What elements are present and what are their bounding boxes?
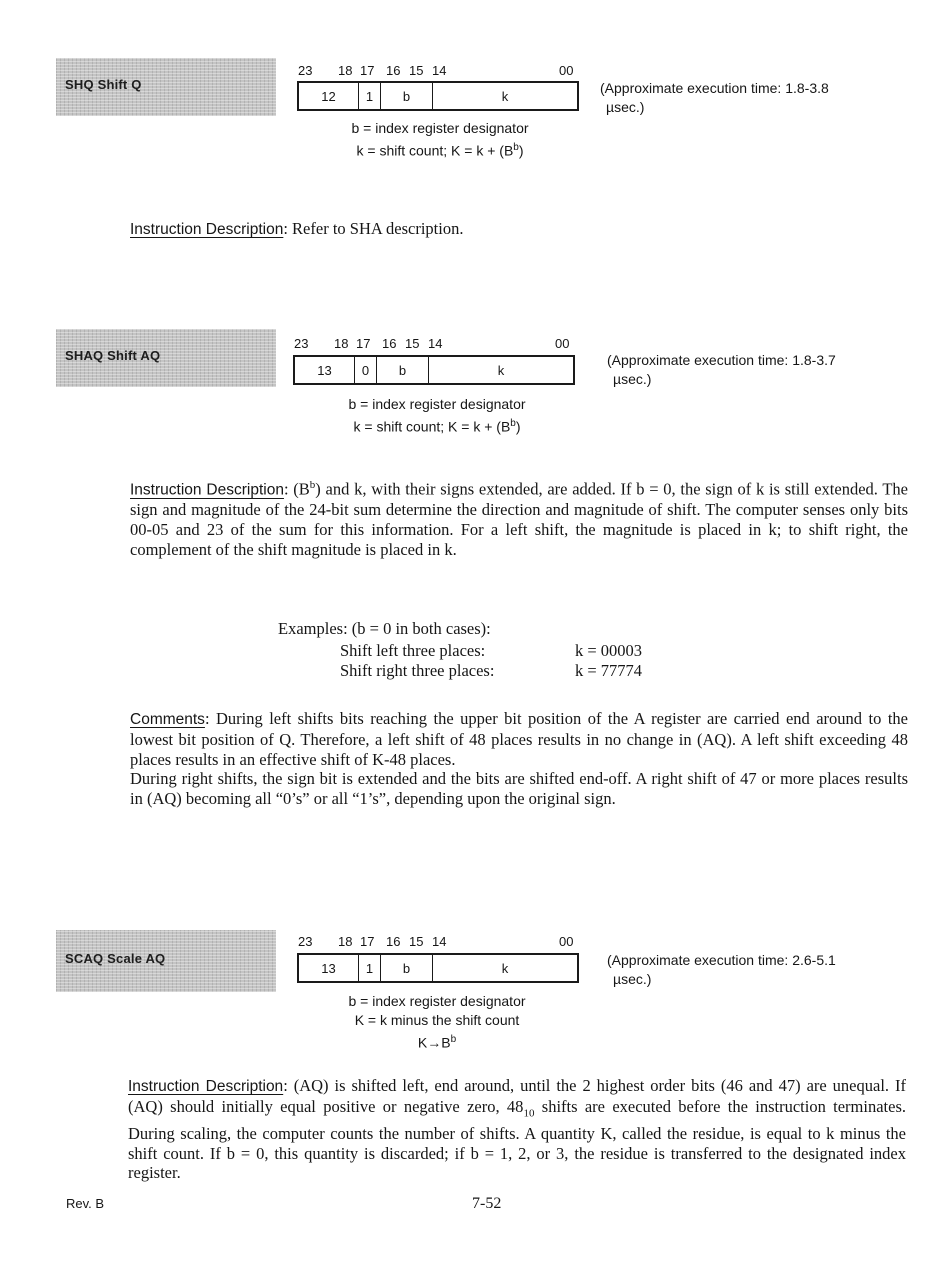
b-field: b <box>381 955 433 981</box>
page-number: 7-52 <box>472 1195 502 1212</box>
comments <box>130 709 908 809</box>
bit-label: 00 <box>555 336 570 351</box>
mode-field: 1 <box>359 955 381 981</box>
opcode-field: 13 <box>295 357 355 383</box>
example-value: k = 77774 <box>575 661 643 680</box>
shaq-execution-time: (Approximate execution time: 1.8-3.7 µsec.) <box>607 352 836 387</box>
b-field: b <box>377 357 429 383</box>
legend-line: k = shift count; $K = k + (B^b)$ <box>353 418 521 435</box>
shq-tag-label: SHQ Shift Q <box>65 77 142 92</box>
bit-label: 15 <box>405 336 420 351</box>
comments-paragraph-2: During right shifts, the sign bit is extended and the bits are shifted end-off. A right shift of 47 or more places results in (AQ) becoming all “0’s” or all “1’s”, depending upon the original sign. <box>130 769 908 809</box>
examples-heading: Examples: (b = 0 in both cases): <box>278 619 491 638</box>
shaq-instruction-description: Instruction Description: $(B^b)$ and k, with their signs extended, are added. If b = 0, the sign of k is still extended. The sign and magnitude of the 24-bit sum determine the direction and magnitude of shift. The computer senses only bits 00-05 and 23 of the sum for this information. For a left shift, the magnitude is placed in k; to shift right, the complement of the shift magnitude is placed in k. <box>130 479 908 559</box>
legend-line: $K\to B^b$ <box>417 1034 457 1051</box>
bit-label: 00 <box>559 63 574 78</box>
bit-label: 17 <box>360 934 375 949</box>
k-field: k <box>501 961 509 976</box>
mode-field: 0 <box>355 357 377 383</box>
shq-instruction-word <box>297 81 579 111</box>
legend-line: b = index register designator <box>351 120 529 136</box>
shaq-tag-label: SHAQ Shift AQ <box>65 348 161 363</box>
b-field: b <box>381 83 433 109</box>
shq-tag <box>56 58 276 116</box>
bit-label: 14 <box>432 63 447 78</box>
bit-label: 18 <box>334 336 349 351</box>
bit-label: 18 <box>338 63 353 78</box>
shq-execution-time: (Approximate execution time: 1.8-3.8 µsec.) <box>600 80 829 115</box>
bit-label: 14 <box>428 336 443 351</box>
bit-label: 17 <box>356 336 371 351</box>
opcode-field: 12 <box>299 83 359 109</box>
shaq-legend <box>287 395 587 437</box>
scaq-bit-labels <box>298 934 598 950</box>
k-field: k <box>497 363 505 378</box>
bit-label: 00 <box>559 934 574 949</box>
shaq-instruction-word <box>293 355 575 385</box>
legend-line: b = index register designator <box>348 396 526 412</box>
example-value: k = 00003 <box>575 641 643 660</box>
example-label: Shift left three places: <box>340 641 486 660</box>
shaq-tag <box>56 329 276 387</box>
bit-label: 23 <box>298 63 313 78</box>
bit-label: 17 <box>360 63 375 78</box>
scaq-tag-label: SCAQ Scale AQ <box>65 951 166 966</box>
bit-label: 23 <box>298 934 313 949</box>
shq-legend <box>290 119 590 161</box>
shq-instruction-description: Instruction Description: Refer to SHA description. <box>130 219 464 238</box>
legend-line: b = index register designator <box>348 993 526 1009</box>
comments-paragraph-1: Comments: During left shifts bits reaching the upper bit position of the A register are carried end around to the lowest bit position of Q. Therefore, a left shift of 48 places results in no change in (AQ). A left shift exceeding 48 places results in an effective shift of K-48 places. <box>130 709 908 769</box>
example-row <box>340 661 643 681</box>
bit-label: 18 <box>338 934 353 949</box>
example-row <box>340 641 643 661</box>
shaq-bit-labels <box>294 336 594 352</box>
bit-label: 16 <box>386 934 401 949</box>
example-label: Shift right three places: <box>340 661 495 680</box>
legend-line: K = k minus the shift count <box>354 1012 520 1028</box>
scaq-execution-time: (Approximate execution time: 2.6-5.1 µsec.) <box>607 952 836 987</box>
scaq-instruction-description: Instruction Description: (AQ) is shifted left, end around, until the 2 highest order bits (46 and 47) are unequal. If (AQ) should initially equal positive or negative zero, $48_{10}$ shifts are executed before the instruction terminates. During scaling, the computer counts the number of shifts. A quantity K, called the residue, is equal to k minus the shift count. If b = 0, this quantity is discarded; if b = 1, 2, or 3, the residue is transferred to the designated index register. <box>128 1076 906 1183</box>
bit-label: 14 <box>432 934 447 949</box>
mode-field: 1 <box>359 83 381 109</box>
scaq-instruction-word <box>297 953 579 983</box>
bit-label: 16 <box>386 63 401 78</box>
bit-label: 15 <box>409 63 424 78</box>
bit-label: 23 <box>294 336 309 351</box>
scaq-tag <box>56 930 276 992</box>
bit-label: 15 <box>409 934 424 949</box>
k-field: k <box>501 89 509 104</box>
legend-line: k = shift count; $K = k + (B^b)$ <box>356 142 524 159</box>
bit-label: 16 <box>382 336 397 351</box>
shq-bit-labels <box>298 63 598 79</box>
scaq-legend <box>287 992 587 1053</box>
opcode-field: 13 <box>299 955 359 981</box>
revision-label: Rev. B <box>66 1196 105 1211</box>
